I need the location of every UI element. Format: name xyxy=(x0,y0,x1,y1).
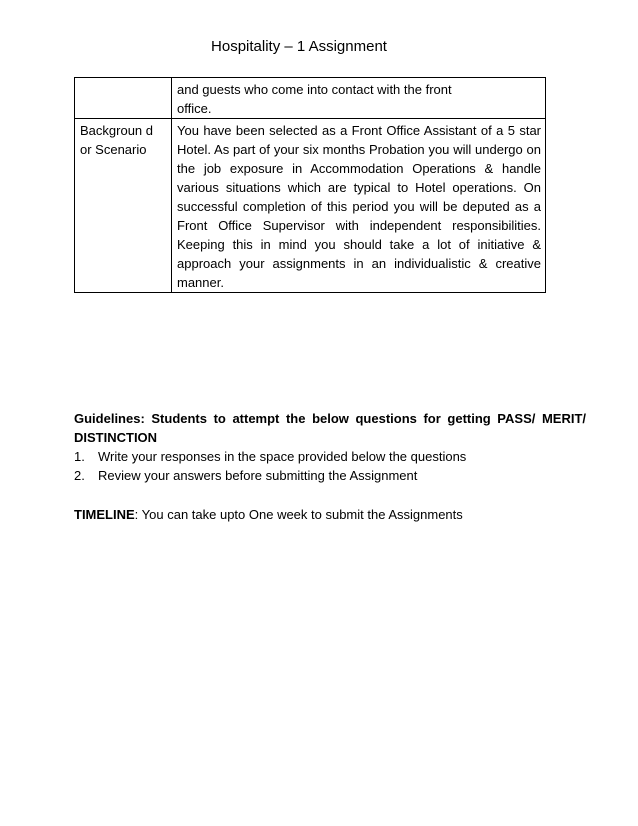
guidelines-section xyxy=(74,409,586,485)
timeline-label: TIMELINE xyxy=(74,507,135,522)
list-item xyxy=(74,466,586,485)
content-line: office. xyxy=(177,101,212,116)
list-number: 1. xyxy=(74,449,85,464)
page-title: Hospitality – 1 Assignment xyxy=(211,38,387,55)
list-item-text: Write your responses in the space provided below the questions xyxy=(98,449,467,464)
background-scenario-label: Backgroun d or Scenario xyxy=(75,119,172,293)
assignment-table xyxy=(74,77,546,293)
background-scenario-text: You have been selected as a Front Office Assistant of a 5 star Hotel. As part of your six months Probation you will undergo on the job exposure in Accommodation Operations & handle various situations which are typical to Hotel operations. On successful completion of this period you will be deputed as a Front Office Supervisor with independent responsibilities. Keeping this in mind you should take a lot of initiative & approach your assignments in an individualistic & creative manner. xyxy=(172,119,546,293)
table-row xyxy=(75,78,546,119)
row-label-cell xyxy=(75,78,172,119)
list-item xyxy=(74,447,586,466)
timeline-note xyxy=(74,505,463,524)
list-item-text: Review your answers before submitting the Assignment xyxy=(98,468,418,483)
timeline-text: : You can take upto One week to submit the Assignments xyxy=(134,507,463,522)
table-row xyxy=(75,119,546,293)
guidelines-heading: Guidelines: Students to attempt the below questions for getting PASS/ MERIT/ DISTINCTION xyxy=(74,411,586,445)
row-content-cell xyxy=(172,78,546,119)
guidelines-list xyxy=(74,447,586,485)
content-line: and guests who come into contact with the front xyxy=(177,82,452,97)
list-number: 2. xyxy=(74,468,85,483)
